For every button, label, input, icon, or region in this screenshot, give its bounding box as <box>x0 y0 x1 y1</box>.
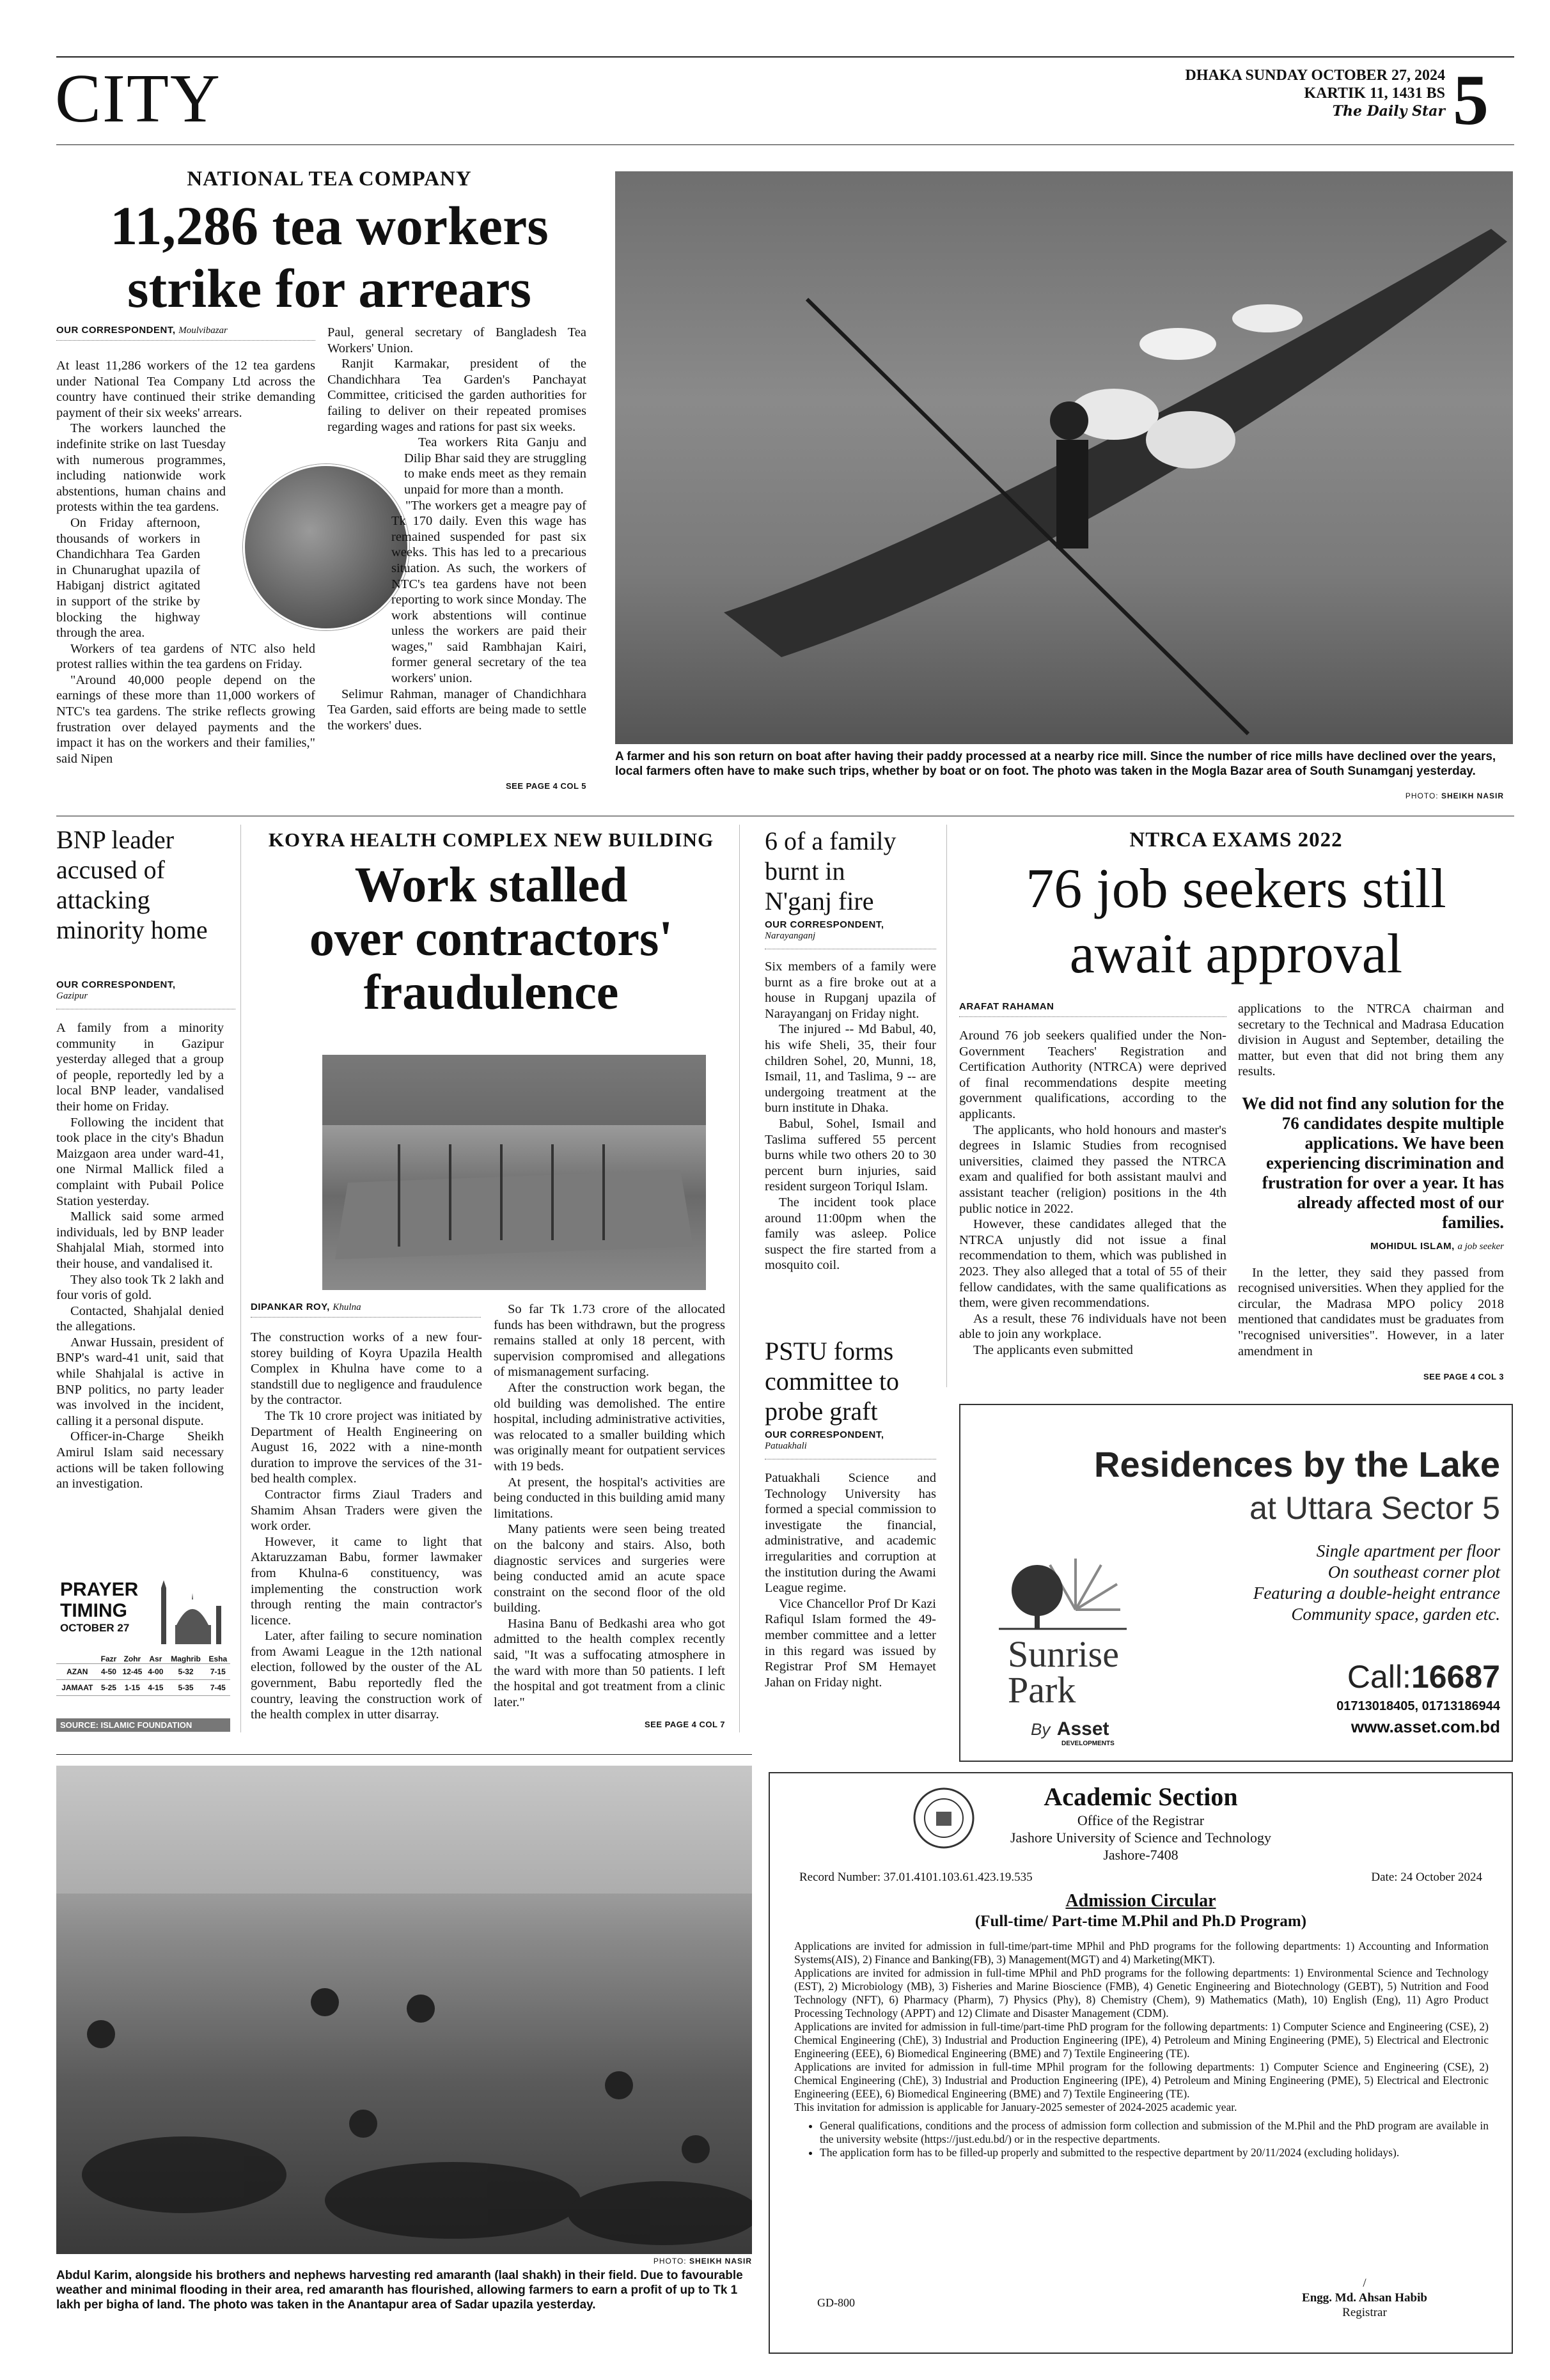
koyra-headline-line2: over contractors' <box>309 910 673 966</box>
koyra-p4: However, it came to light that Aktaruzzaman Babu, former lawmaker from Khulna-6 constituency, was implementing the construction work through renting the main contractor's licence. <box>251 1534 482 1628</box>
just-city: Jashore-7408 <box>1103 1847 1178 1863</box>
prayer-cell: 12-45 <box>122 1667 143 1676</box>
col-separator <box>946 825 947 1387</box>
dateline-text: DHAKA SUNDAY OCTOBER 27, 2024 <box>1185 67 1445 84</box>
pstu-body <box>765 1470 936 1690</box>
sunrise-feature: On southeast corner plot <box>1327 1562 1500 1582</box>
just-para: Applications are invited for admission in full-time MPhil program for the following departments: 1) Computer Science and Engineering (CSE), 2) Chemical Engineering (ChE), 3) Industrial and Production Engineering (IPE), 4) Petroleum and Mining Engineering (PME), 5) Electrical and Electronic Engineering (EEE), 6) Biomedical Engineering (BME) and 7) Textile Engineering (TE). <box>794 2060 1489 2100</box>
koyra-p9: Many patients were seen being treated on the balcony and stairs. Also, both diagnostic services and surgeries were being conducted amid an acute space constraint on the second floor of the old building. <box>494 1522 725 1615</box>
tea-headline-line1: 11,286 tea workers <box>110 195 549 256</box>
prayer-hdr: Esha <box>208 1654 228 1663</box>
sunrise-call <box>1216 1658 1500 1695</box>
koyra-p8: At present, the hospital's activities are being conducted in this building amid many limitations. <box>494 1475 725 1521</box>
just-date: Date: 24 October 2024 <box>1371 1871 1482 1884</box>
ntrca-byline: ARAFAT RAHAMAN <box>959 1001 1054 1012</box>
page-number: 5 <box>1453 61 1489 140</box>
koyra-headline <box>251 858 732 1019</box>
ntrca-p2: The applicants, who hold honours and master's degrees in Islamic Studies from recognised universities, claimed they passed the NTRCA exam and qualified for both assistant maulvi and assistant teacher (religion) positions in the 4th public notice in 2022. <box>959 1123 1226 1216</box>
just-ad <box>769 1772 1513 2354</box>
asset-name: Asset <box>1056 1718 1109 1739</box>
tea-kicker: NATIONAL TEA COMPANY <box>187 167 472 191</box>
tea-byline: OUR CORRESPONDENT, Moulvibazar <box>56 325 228 336</box>
prayer-cell: 7-45 <box>210 1683 226 1692</box>
bnp-p5: Contacted, Shahjalal denied the allegations. <box>56 1303 224 1334</box>
pstu-p1: Patuakhali Science and Technology University has formed a special commission to investigate the financial, administrative, and academic irregularities and corruption at the institution during the Awami League regime. <box>765 1471 936 1596</box>
koyra-col2 <box>494 1302 725 1710</box>
boat-caption: A farmer and his son return on boat after having their paddy processed at a nearby rice mill. Since the number of rice mills have declined over the years, local farmers often have to make such trips, whether by boat or on foot. The photo was taken in the Mogla Bazar area of South Sunamganj yesterday. <box>615 750 1496 778</box>
tea-headline <box>56 194 602 320</box>
prayer-cell: 5-35 <box>178 1683 194 1692</box>
mosque-icon <box>157 1580 228 1644</box>
prayer-hdr: Asr <box>149 1654 162 1663</box>
tea-headline-line2: strike for arrears <box>127 258 532 319</box>
tea-p10: Selimur Rahman, manager of Chandichhara Tea Garden, said efforts are being made to settle the workers' dues. <box>327 687 586 733</box>
farm-caption: Abdul Karim, alongside his brothers and nephews harvesting red amaranth (laal shakh) in their field. Due to favourable weather and minimal flooding in their area, red amaranth has flourished, allowing farmers to earn a profit of up to Tk 1 lakh per bigha of land. The photo was taken in the Anantapur area of Sadar upazila yesterday. <box>56 2269 743 2312</box>
boat-photo <box>615 171 1513 744</box>
tea-byline-rule <box>56 340 315 341</box>
ntrca-col1 <box>959 1028 1226 1358</box>
rice-basket <box>1139 328 1216 360</box>
prayer-header-row <box>56 1654 230 1664</box>
pstu-byline: OUR CORRESPONDENT, Patuakhali <box>765 1429 884 1451</box>
prayer-row-azan <box>56 1664 230 1680</box>
just-bullet: • General qualifications, conditions and the process of admission form collection and submission of the M.Phil and the PhD program are available in the university website (https://just.edu.bd/) or in the respective departments. <box>820 2119 1489 2146</box>
tea-p7: Ranjit Karmakar, president of the Chandichhara Tea Garden's Panchayat Committee, criticised the garden authorities for failing to deliver on their repeated promises regarding wages and rations for past six weeks. <box>327 357 586 434</box>
koyra-byline: DIPANKAR ROY, Khulna <box>251 1302 361 1312</box>
ntrca-headline <box>959 857 1513 987</box>
tea-p2: The workers launched the indefinite strike on last Tuesday with numerous programmes, including nationwide work abstentions, human chains and protests within the tea gardens. <box>56 421 226 515</box>
prayer-cell: 4-15 <box>148 1683 164 1692</box>
boat-credit: PHOTO: SHEIKH NASIR <box>1405 791 1504 800</box>
fire-headline: 6 of a family burnt in N'ganj fire <box>765 827 896 915</box>
bnp-byline: OUR CORRESPONDENT, Gazipur <box>56 979 176 1001</box>
tea-p5: "Around 40,000 people depend on the earnings of these more than 11,000 workers of NTC's tea gardens. The strike reflects growing frustration over delayed payments and the impact it has on the workers and their families," said Nipen <box>56 673 315 766</box>
tea-see-page[interactable]: SEE PAGE 4 COL 5 <box>505 781 586 791</box>
asset-logo <box>1031 1718 1159 1747</box>
just-section: Academic Section <box>1044 1782 1238 1811</box>
tea-p3: On Friday afternoon, thousands of workers in Chandichhara Tea Garden in Chunarughat upazila of Habiganj district agitated in support of the strike by blocking the highway through the area. <box>56 515 200 641</box>
koyra-site-art <box>322 1055 706 1290</box>
ntrca-col2 <box>1238 1001 1504 1359</box>
prayer-title-2: TIMING <box>60 1600 127 1621</box>
koyra-see-page[interactable]: SEE PAGE 4 COL 7 <box>644 1720 725 1729</box>
tea-p8: Tea workers Rita Ganju and Dilip Bhar said they are struggling to make ends meet as they remain unpaid for more than a month. <box>404 435 586 497</box>
prayer-cell: AZAN <box>67 1667 88 1676</box>
just-para: Applications are invited for admission in full-time MPhil and PhD programs for the following departments: 1) Environmental Science and Technology (EST), 2) Microbiology (MB), 3) Fisheries and Marine Bioscience (FMB), 4) Genetic Engineering and Biotechnology (GEBT), 5) Nutrition and Food Technology (NFT), 6) Pharmacy (Pharm), 7) Physics (Phy), 8) Chemistry (Chem), 9) Mathematics (Math), 10) English (Eng), 11) Agro Product Processing Technology (APPT) and 12) Climate and Disaster Management (CDM). <box>794 1966 1489 2019</box>
boat-hull <box>724 229 1507 657</box>
koyra-byline-rule <box>251 1317 481 1318</box>
tea-p4: Workers of tea gardens of NTC also held protest rallies within the tea gardens on Friday. <box>56 641 315 672</box>
ntrca-p7: In the letter, they said they passed from recognised universities. When they applied for the circular, the Madrasa MPO policy 2018 mentioned that candidates must be graduates from "recognised universities". However, in a later amendment in <box>1238 1265 1504 1358</box>
ntrca-headline-line1: 76 job seekers still <box>1026 858 1446 920</box>
just-univ: Jashore University of Science and Technology <box>1010 1830 1271 1846</box>
prayer-hdr: Fazr <box>100 1654 117 1663</box>
sunrise-feature: Featuring a double-height entrance <box>1253 1583 1500 1603</box>
bnp-p3: Mallick said some armed individuals, led by BNP leader Shahjalal Miah, stormed into their house, and vandalised it. <box>56 1209 224 1271</box>
asset-sub: DEVELOPMENTS <box>1061 1740 1115 1747</box>
prayer-hdr: Maghrib <box>171 1654 201 1663</box>
farm-photo-art <box>56 1766 752 2254</box>
just-sig-mark: / <box>1363 2276 1366 2290</box>
sunrise-web[interactable]: www.asset.com.bd <box>1350 1717 1500 1736</box>
prayer-cell: 5-32 <box>178 1667 194 1676</box>
farmer-figure <box>1056 440 1088 548</box>
dateline <box>1087 66 1445 120</box>
prayer-row-jamaat <box>56 1680 230 1696</box>
koyra-p6: So far Tk 1.73 crore of the allocated funds has been withdrawn, but the progress remains stalled at only 18 percent, with supervision compromised and allegations of mismanagement surfacing. <box>494 1302 725 1380</box>
koyra-p5: Later, after failing to secure nomination from Awami League in the 12th national election, followed by the ouster of the AL government, Babu reportedly fled the country, leaving the construction work of the health complex in utter disarray. <box>251 1629 482 1722</box>
sunrise-brand <box>1008 1633 1148 1711</box>
just-circular-sub: (Full-time/ Part-time M.Phil and Ph.D Program) <box>975 1913 1307 1930</box>
sunrise-subtitle: at Uttara Sector 5 <box>1249 1490 1500 1526</box>
sunrise-feature: Community space, garden etc. <box>1291 1605 1500 1624</box>
just-signature <box>1256 2276 1473 2320</box>
boat-pole <box>807 299 1248 734</box>
bottom-left-rule <box>56 1754 752 1755</box>
fire-p3: Babul, Sohel, Ismail and Taslima suffered 55 percent burns while two others 20 to 30 percent burn injuries, said resident surgeon Toriqul Islam. <box>765 1116 936 1194</box>
fire-body <box>765 959 936 1273</box>
ntrca-byline-rule <box>959 1016 1226 1017</box>
bnp-p2: Following the incident that took place in the city's Bhadun Maizgaon area under ward-41, one Nirmal Mallick filed a complaint with Pubail Police Station yesterday. <box>56 1115 224 1208</box>
just-signer: Engg. Md. Ahsan Habib <box>1302 2291 1427 2305</box>
fire-byline: OUR CORRESPONDENT, Narayanganj <box>765 919 884 941</box>
koyra-kicker: KOYRA HEALTH COMPLEX NEW BUILDING <box>268 828 714 851</box>
bnp-p4: They also took Tk 2 lakh and four voris of gold. <box>56 1272 224 1303</box>
farm-photo <box>56 1766 752 2254</box>
ntrca-kicker: NTRCA EXAMS 2022 <box>1129 828 1343 852</box>
ntrca-see-page[interactable]: SEE PAGE 4 COL 3 <box>1423 1372 1504 1381</box>
fire-p4: The incident took place around 11:00pm when the family was asleep. Police suspect the fire started from a mosquito coil. <box>765 1195 936 1273</box>
koyra-p1: The construction works of a new four-storey building of Koyra Upazila Health Complex in Khulna have come to a standstill due to negligence and fraudulence by the contractor. <box>251 1330 482 1408</box>
col-separator <box>739 825 740 1732</box>
just-record: Record Number: 37.01.4101.103.61.423.19.535 <box>799 1871 1033 1884</box>
sunrise-brand-2: Park <box>1008 1669 1076 1711</box>
just-para: Applications are invited for admission in full-time/part-time MPhil and PhD programs for the following departments: 1) Accounting and Information Systems(AIS), 2) Finance and Banking(FB), 3) Management(MGT) and 4) Marketing(MKT). <box>794 1940 1489 1966</box>
tea-p6: Paul, general secretary of Bangladesh Tea Workers' Union. <box>327 325 586 355</box>
koyra-p10: Hasina Banu of Bedkashi area who got admitted to the health complex recently said, "It was a suffocating atmosphere in the ward with more than 50 patients. I left the hospital and got treatment from a clinic later." <box>494 1616 725 1709</box>
just-para: Applications are invited for admission in full-time/part-time PhD program for the following departments: 1) Computer Science and Engineering (CSE), 2) Chemical Engineering (ChE), 3) Industrial and Production Engineering (IPE), 4) Petroleum and Mining Engineering (PME), 5) Electrical and Electronic Engineering (EEE), 6) Biomedical Engineering (BME) and 7) Textile Engineering (TE). <box>794 2020 1489 2060</box>
call-number: 16687 <box>1411 1659 1500 1695</box>
prayer-hdr <box>56 1654 98 1664</box>
koyra-col1 <box>251 1330 482 1723</box>
bnp-body <box>56 1020 224 1492</box>
sunrise-ad[interactable] <box>959 1404 1513 1762</box>
call-label: Call: <box>1347 1659 1411 1695</box>
just-bullets <box>820 2119 1489 2159</box>
fire-p2: The injured -- Md Babul, 40, his wife Sheli, 35, their four children Sohel, 20, Munni, 18, Ismail, 11, and Taslima, 9 -- are undergoing treatment at the burn institute in Dhaka. <box>765 1022 936 1116</box>
bnp-p7: Officer-in-Charge Sheikh Amirul Islam said necessary actions will be taken following an investigation. <box>56 1429 224 1491</box>
prayer-hdr: Zohr <box>123 1654 141 1663</box>
sunrise-logo-icon <box>999 1546 1127 1635</box>
fire-p1: Six members of a family were burnt as a fire broke out at a house in Rupganj upazila of Narayanganj on Friday night. <box>765 960 936 1021</box>
rice-sack <box>1146 411 1235 469</box>
asset-by: By <box>1031 1720 1051 1739</box>
bangla-date: KARTIK 11, 1431 BS <box>1304 85 1445 102</box>
tea-p9: "The workers get a meagre pay of Tk 170 daily. Even this wage has remained suspended for past six weeks. This has led to a precarious situation. As such, the workers of NTC's tea gardens have not been reporting to work since Monday. The work abstentions will continue unless the workers are paid their wages," said Rambhajan Kairi, former general secretary of the tea workers' union. <box>391 498 586 686</box>
just-signer-title: Registrar <box>1342 2306 1387 2319</box>
just-para: This invitation for admission is applicable for January-2025 semester of 2024-2025 academic year. <box>794 2101 1237 2113</box>
koyra-site-photo <box>322 1055 706 1290</box>
ntrca-pull-quote: We did not find any solution for the 76 candidates despite multiple applications. We have been experiencing discrimination and frustration for over a year. It has already affected most of our families. <box>1242 1093 1504 1232</box>
rice-basket <box>1232 304 1303 332</box>
sunrise-brand-1: Sunrise <box>1008 1633 1119 1675</box>
ntrca-p5: The applicants even submitted <box>973 1342 1133 1357</box>
bnp-headline: BNP leader accused of attacking minority home <box>56 825 208 944</box>
just-circular-title: Admission Circular <box>1065 1891 1216 1911</box>
prayer-source: SOURCE: ISLAMIC FOUNDATION <box>56 1718 230 1732</box>
prayer-box <box>56 1579 230 1732</box>
prayer-title-1: PRAYER <box>60 1579 139 1600</box>
koyra-p3: Contractor firms Ziaul Traders and Shamim Ahsan Traders were given the work order. <box>251 1487 482 1534</box>
prayer-date: OCTOBER 27 <box>60 1622 130 1634</box>
pstu-headline: PSTU forms committee to probe graft <box>765 1337 899 1426</box>
prayer-cell: 7-15 <box>210 1667 226 1676</box>
sunrise-features <box>1152 1541 1500 1625</box>
prayer-cell: 4-50 <box>100 1667 116 1676</box>
pstu-p2: Vice Chancellor Prof Dr Kazi Rafiqul Islam formed the 49-member committee and a letter in this regard was issued by Registrar Prof SM Hemayet Jahan on Friday night. <box>765 1596 936 1690</box>
paper-logo: The Daily Star <box>1332 103 1445 120</box>
ntrca-p6: applications to the NTRCA chairman and secretary to the Technical and Madrasa Education division in August and September, detailing the matter, but even that did not bring them any results. <box>1238 1002 1504 1079</box>
koyra-p2: The Tk 10 crore project was initiated by Department of Health Engineering on August 16, 2022 with a nine-month duration to improve the services of the 31-bed health complex. <box>251 1408 482 1486</box>
ntrca-quote-attrib: MOHIDUL ISLAM, a job seeker <box>1370 1240 1504 1252</box>
ntrca-p4: As a result, these 76 individuals have not been able to join any workplace. <box>959 1311 1226 1342</box>
prayer-cell: JAMAAT <box>61 1683 93 1692</box>
tea-p1: At least 11,286 workers of the 12 tea gardens under National Tea Company Ltd across the country have continued their strike demanding payment of their six weeks' arrears. <box>56 359 315 420</box>
just-header <box>770 1782 1512 1863</box>
ntrca-p3: However, these candidates alleged that the NTRCA unjustly did not issue a final recommendation to them, which was published in 2023. They also alleged that a total of 55 of their fellow candidates, with the same qualifications as them, were given recommendations. <box>959 1217 1226 1311</box>
farm-credit: PHOTO: SHEIKH NASIR <box>653 2257 752 2266</box>
col-separator <box>240 825 241 1732</box>
koyra-p7: After the construction work began, the old building was demolished. The entire hospital, including administrative activities, was relocated to a smaller building which was originally meant for outpatient services with 19 beds. <box>494 1380 725 1474</box>
koyra-headline-line3: fraudulence <box>363 964 619 1020</box>
farmer-figure <box>1050 401 1088 440</box>
masthead-top-rule <box>56 56 1514 58</box>
prayer-cell: 5-25 <box>100 1683 116 1692</box>
bnp-p6: Anwar Hussain, president of BNP's ward-41 unit, said that while Shahjalal is active in BNP politics, no party leader was involved in the incident, calling it a personal dispute. <box>56 1335 224 1428</box>
sunrise-phones: 01713018405, 01713186944 <box>1336 1699 1500 1713</box>
bnp-p1: A family from a minority community in Gazipur yesterday alleged that a group of people, reportedly led by a local BNP leader, vandalised their home on Friday. <box>56 1021 224 1114</box>
just-body <box>794 1940 1489 2159</box>
prayer-cell: 4-00 <box>148 1667 164 1676</box>
just-code: GD-800 <box>817 2296 855 2309</box>
boat-photo-art <box>615 171 1513 744</box>
prayer-table <box>56 1654 230 1696</box>
ntrca-p1: Around 76 job seekers qualified under the Non-Government Teachers' Registration and Certification Authority (NTRCA) were deprived of final recommendations despite meeting government qualifications, according to the applicants. <box>959 1029 1226 1121</box>
tea-col2 <box>327 325 586 733</box>
just-office: Office of the Registrar <box>1077 1812 1205 1828</box>
sunrise-title: Residences by the Lake <box>1094 1444 1500 1484</box>
sunrise-feature: Single apartment per floor <box>1316 1541 1500 1560</box>
just-bullet: • The application form has to be filled-up properly and submitted to the respective department by 20/11/2024 (excluding holidays). <box>820 2146 1489 2159</box>
prayer-cell: 1-15 <box>124 1683 140 1692</box>
koyra-headline-line1: Work stalled <box>354 857 628 912</box>
masthead-bottom-rule <box>56 144 1514 145</box>
section-title: CITY <box>55 61 221 137</box>
ntrca-headline-line2: await approval <box>1069 923 1403 985</box>
